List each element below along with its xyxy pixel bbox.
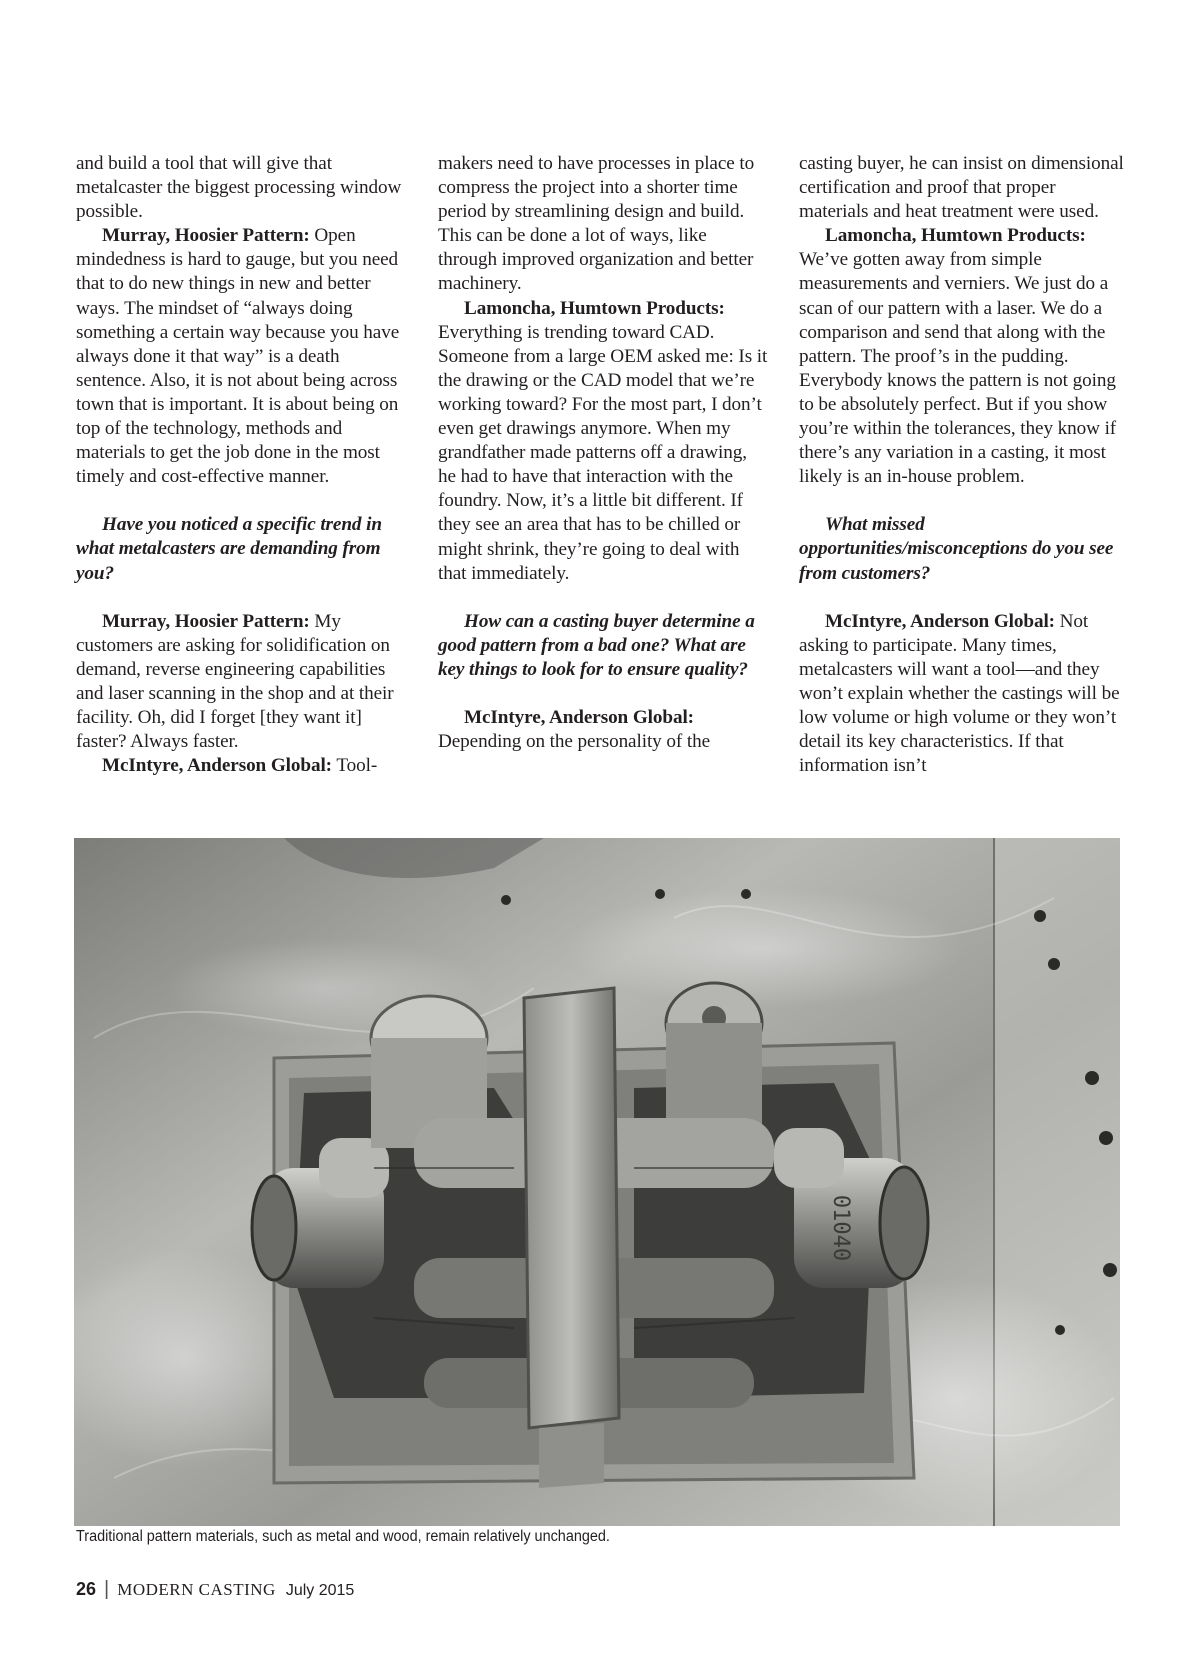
text-column-2 [438, 152, 768, 754]
answer-paragraph: casting buyer, he can insist on dimensional certification and proof that proper materials and heat treatment were used. [799, 153, 1124, 223]
photo-caption: Traditional pattern materials, such as metal and wood, remain relatively unchanged. [76, 1528, 610, 1545]
answer-paragraph [438, 706, 768, 754]
answer-paragraph: and build a tool that will give that metalcaster the biggest processing window possible. [76, 153, 402, 223]
page-number: 26 [76, 1579, 97, 1599]
speaker-name: Murray, Hoosier Pattern: [102, 610, 310, 632]
paragraph-gap [76, 586, 406, 610]
answer-text: We’ve gotten away from simple measurements and verniers. We just do a scan of our pattern with a laser. We do a comparison and send that along with the pattern. The proof’s in the pudding. Everybody knows the pattern is not going to be absolutely perfect. But if you show you’re within the tolerances, they know if there’s any variation in a casting, it most likely is an in-house problem. [799, 249, 1117, 488]
answer-text: My customers are asking for solidification on demand, reverse engineering capabilities and laser scanning in the shop and at their facility. Oh, did I forget [they want it] faster? Always faster. [76, 610, 394, 753]
answer-text: Tool- [331, 755, 378, 777]
issue-date: July 2015 [285, 1582, 355, 1599]
answer-paragraph: makers need to have processes in place to compress the project into a shorter time period by streamlining design and build. This can be done a lot of ways, like through improved organization and better machinery. [438, 153, 755, 295]
speaker-name: Murray, Hoosier Pattern: [102, 225, 310, 247]
speaker-name: McIntyre, Anderson Global: [102, 755, 332, 777]
paragraph-gap [438, 682, 768, 706]
paragraph-gap [799, 489, 1129, 513]
page-footer [76, 1578, 354, 1601]
interview-question: How can a casting buyer determine a good pattern from a bad one? What are key things to look for to ensure quality? [438, 610, 755, 680]
footer-separator: | [104, 1578, 110, 1600]
interview-question: What missed opportunities/misconceptions do you see from customers? [799, 514, 1114, 584]
answer-paragraph [438, 297, 768, 586]
answer-text: Open mindedness is hard to gauge, but you need that to do new things in new and better ways. The mindset of “always doing something a certain way because you have always done it that way” is a death sentence. Also, it is not about being across town that is important. It is about being on top of the technology, methods and materials to get the job done in the most timely and cost-effective manner. [76, 225, 400, 488]
answer-paragraph [799, 610, 1129, 779]
magazine-name: MODERN CASTING [117, 1580, 276, 1599]
pattern-photo-illustration [74, 838, 1120, 1526]
speaker-name: McIntyre, Anderson Global: [464, 706, 694, 728]
answer-paragraph [799, 224, 1129, 489]
text-column-1 [76, 152, 406, 778]
pattern-photo [74, 838, 1120, 1526]
speaker-name: Lamoncha, Humtown Products: [464, 297, 725, 319]
answer-paragraph [76, 610, 406, 755]
answer-paragraph [76, 754, 406, 778]
answer-text: Everything is trending toward CAD. Someone from a large OEM asked me: Is it the drawing or the CAD model that we’re working toward? For the most part, I don’t even get drawings anymore. When my grandfather made patterns off a drawing, he had to have that interaction with the foundry. Now, it’s a little bit different. If they see an area that has to be chilled or might shrink, they’re going to deal with that immediately. [438, 321, 768, 584]
paragraph-gap [438, 586, 768, 610]
speaker-name: Lamoncha, Humtown Products: [825, 225, 1086, 247]
answer-text: Not asking to participate. Many times, metalcasters will want a tool—and they won’t explain whether the castings will be low volume or high volume or they won’t detail its key characteristics. If that information isn’t [799, 610, 1120, 777]
answer-text: Depending on the personality of the [438, 731, 710, 753]
paragraph-gap [799, 586, 1129, 610]
casting-marking: 01040 [828, 1194, 853, 1262]
text-column-3 [799, 152, 1129, 778]
interview-question: Have you noticed a specific trend in what metalcasters are demanding from you? [76, 514, 382, 584]
paragraph-gap [76, 489, 406, 513]
answer-paragraph [76, 224, 406, 489]
speaker-name: McIntyre, Anderson Global: [825, 610, 1055, 632]
